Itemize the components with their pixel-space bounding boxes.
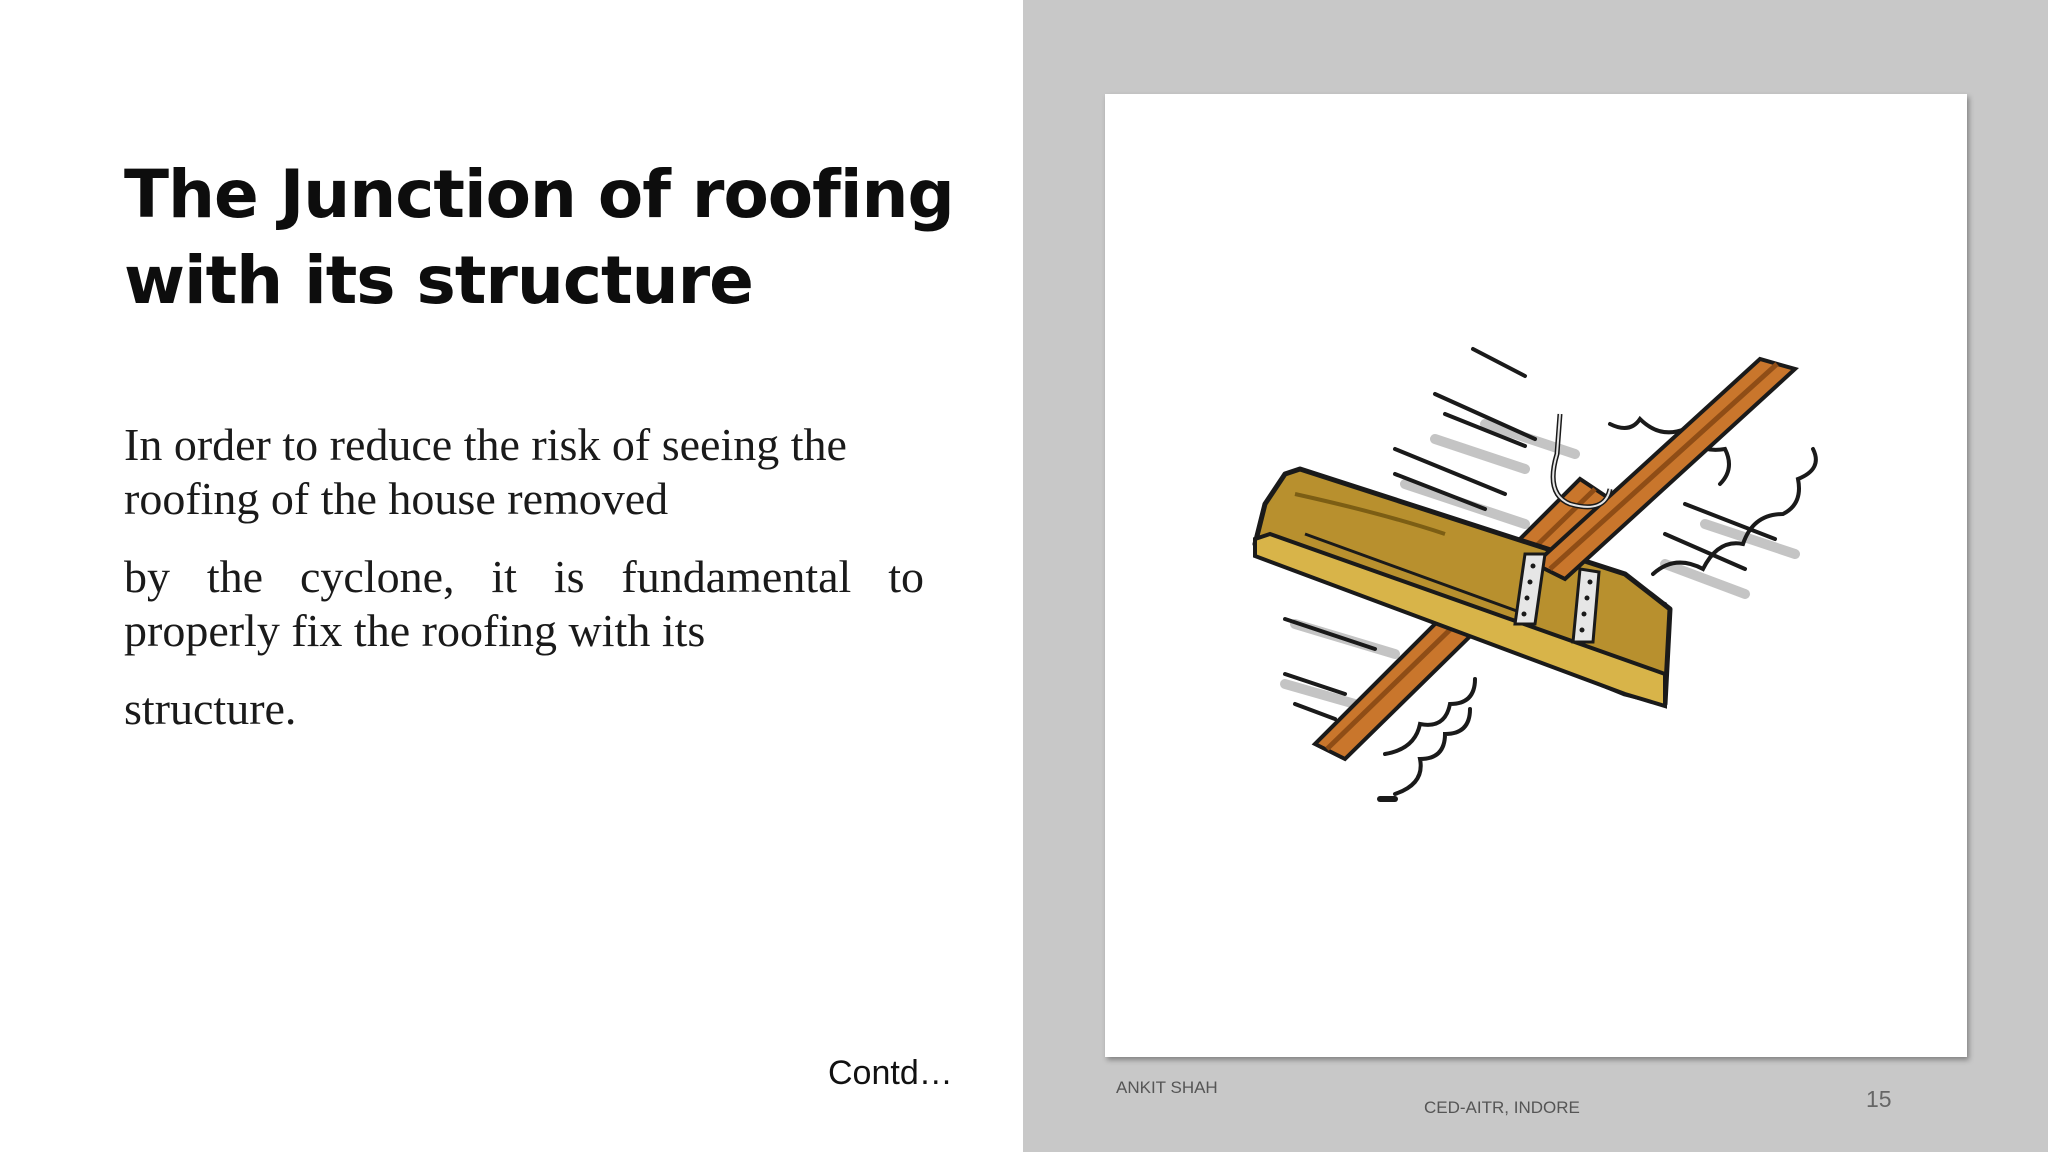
continued-label: Contd…: [828, 1054, 953, 1092]
left-text-panel: [0, 0, 1023, 1152]
title-line-2: with its structure: [124, 242, 753, 319]
paragraph-1-line-2: roofing of the house removed: [124, 473, 669, 524]
paragraph-3: structure.: [124, 683, 297, 734]
paragraph-2: [124, 550, 924, 658]
roof-purlin-strap-illustration-icon: [1105, 94, 1967, 1057]
footer-organization: CED-AITR, INDORE: [1424, 1098, 1580, 1117]
paragraph-2-line-1: by the cyclone, it is fundamental to: [124, 551, 924, 602]
slide-title: [124, 152, 984, 324]
paragraph-1-line-1: In order to reduce the risk of seeing the: [124, 419, 847, 470]
illustration-frame: [1105, 94, 1967, 1057]
paragraph-1: [124, 418, 924, 526]
slide-number: 15: [1866, 1086, 1892, 1112]
paragraph-2-line-2: properly fix the roofing with its: [124, 605, 706, 656]
title-line-1: The Junction of roofing: [124, 156, 954, 233]
footer-author: ANKIT SHAH: [1116, 1078, 1218, 1097]
